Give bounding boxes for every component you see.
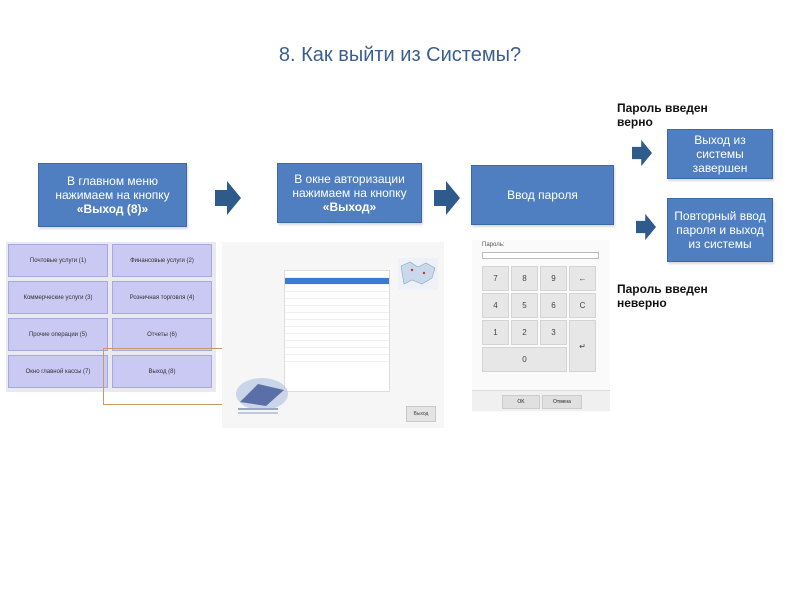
menu-button-financial[interactable]: Финансовые услуги (2): [112, 244, 212, 277]
exit-button-highlight: [103, 348, 224, 405]
arrow-right-icon: [215, 181, 241, 215]
retry-box: [667, 198, 773, 262]
arrow-right-icon: [632, 138, 652, 168]
exit-complete-text: Выход из системы завершен: [692, 133, 748, 175]
correct-password-label: Пароль введен верно: [617, 101, 708, 129]
key-clear[interactable]: C: [569, 293, 596, 318]
step2-text: В окне авторизации нажимаем на кнопку: [292, 172, 407, 200]
list-item[interactable]: [285, 299, 389, 306]
list-item[interactable]: [285, 313, 389, 320]
auth-exit-button[interactable]: Выход: [406, 406, 436, 422]
key-4[interactable]: 4: [482, 293, 509, 318]
list-item[interactable]: [285, 341, 389, 348]
step2-exit-label: «Выход»: [322, 200, 377, 214]
key-5[interactable]: 5: [511, 293, 538, 318]
post-logo-image: [232, 368, 292, 416]
list-item[interactable]: [285, 355, 389, 362]
list-item: [285, 271, 389, 278]
key-enter[interactable]: ↵: [569, 320, 596, 372]
authorization-screenshot: [222, 242, 444, 428]
key-backspace[interactable]: ←: [569, 266, 596, 291]
key-1[interactable]: 1: [482, 320, 509, 345]
retry-text: Повторный ввод пароля и выход из системы: [674, 209, 766, 251]
cancel-button[interactable]: Отмена: [542, 395, 582, 409]
password-keypad-screenshot: [472, 240, 610, 412]
list-item[interactable]: [285, 348, 389, 355]
list-item[interactable]: [285, 285, 389, 292]
password-field[interactable]: [482, 252, 599, 259]
step3-text: Ввод пароля: [507, 188, 578, 202]
list-item[interactable]: [285, 334, 389, 341]
user-list: [284, 270, 390, 392]
key-8[interactable]: 8: [511, 266, 538, 291]
wrong-password-label: Пароль введен неверно: [617, 282, 708, 310]
list-item[interactable]: [285, 327, 389, 334]
step3-box: [471, 165, 614, 225]
key-2[interactable]: 2: [511, 320, 538, 345]
key-3[interactable]: 3: [540, 320, 567, 345]
step1-text: В главном меню нажимаем на кнопку: [55, 174, 170, 202]
step1-exit-label: «Выход (8)»: [76, 202, 149, 216]
step1-box: [38, 163, 187, 227]
menu-button-retail[interactable]: Розничная торговля (4): [112, 281, 212, 314]
list-item[interactable]: [285, 306, 389, 313]
arrow-right-icon: [434, 181, 460, 215]
menu-button-exit[interactable]: Выход (8): [112, 355, 212, 388]
key-7[interactable]: 7: [482, 266, 509, 291]
slide-title: 8. Как выйти из Системы?: [278, 44, 522, 66]
key-0[interactable]: 0: [482, 347, 567, 372]
menu-button-commercial[interactable]: Коммерческие услуги (3): [8, 281, 108, 314]
menu-button-reports[interactable]: Отчеты (6): [112, 318, 212, 351]
list-item[interactable]: [285, 292, 389, 299]
map-image: [398, 258, 438, 290]
exit-complete-box: [667, 129, 773, 179]
list-item[interactable]: [285, 320, 389, 327]
password-label: Пароль:: [482, 242, 505, 248]
menu-button-other[interactable]: Прочие операции (5): [8, 318, 108, 351]
ok-button[interactable]: OK: [502, 395, 540, 409]
menu-button-main-cash[interactable]: Окно главной кассы (7): [8, 355, 108, 388]
step2-box: [277, 163, 422, 223]
list-item[interactable]: [285, 278, 389, 285]
key-6[interactable]: 6: [540, 293, 567, 318]
keypad-footer-bar: [472, 390, 610, 411]
menu-button-postal[interactable]: Почтовые услуги (1): [8, 244, 108, 277]
key-9[interactable]: 9: [540, 266, 567, 291]
arrow-right-icon: [636, 212, 656, 242]
